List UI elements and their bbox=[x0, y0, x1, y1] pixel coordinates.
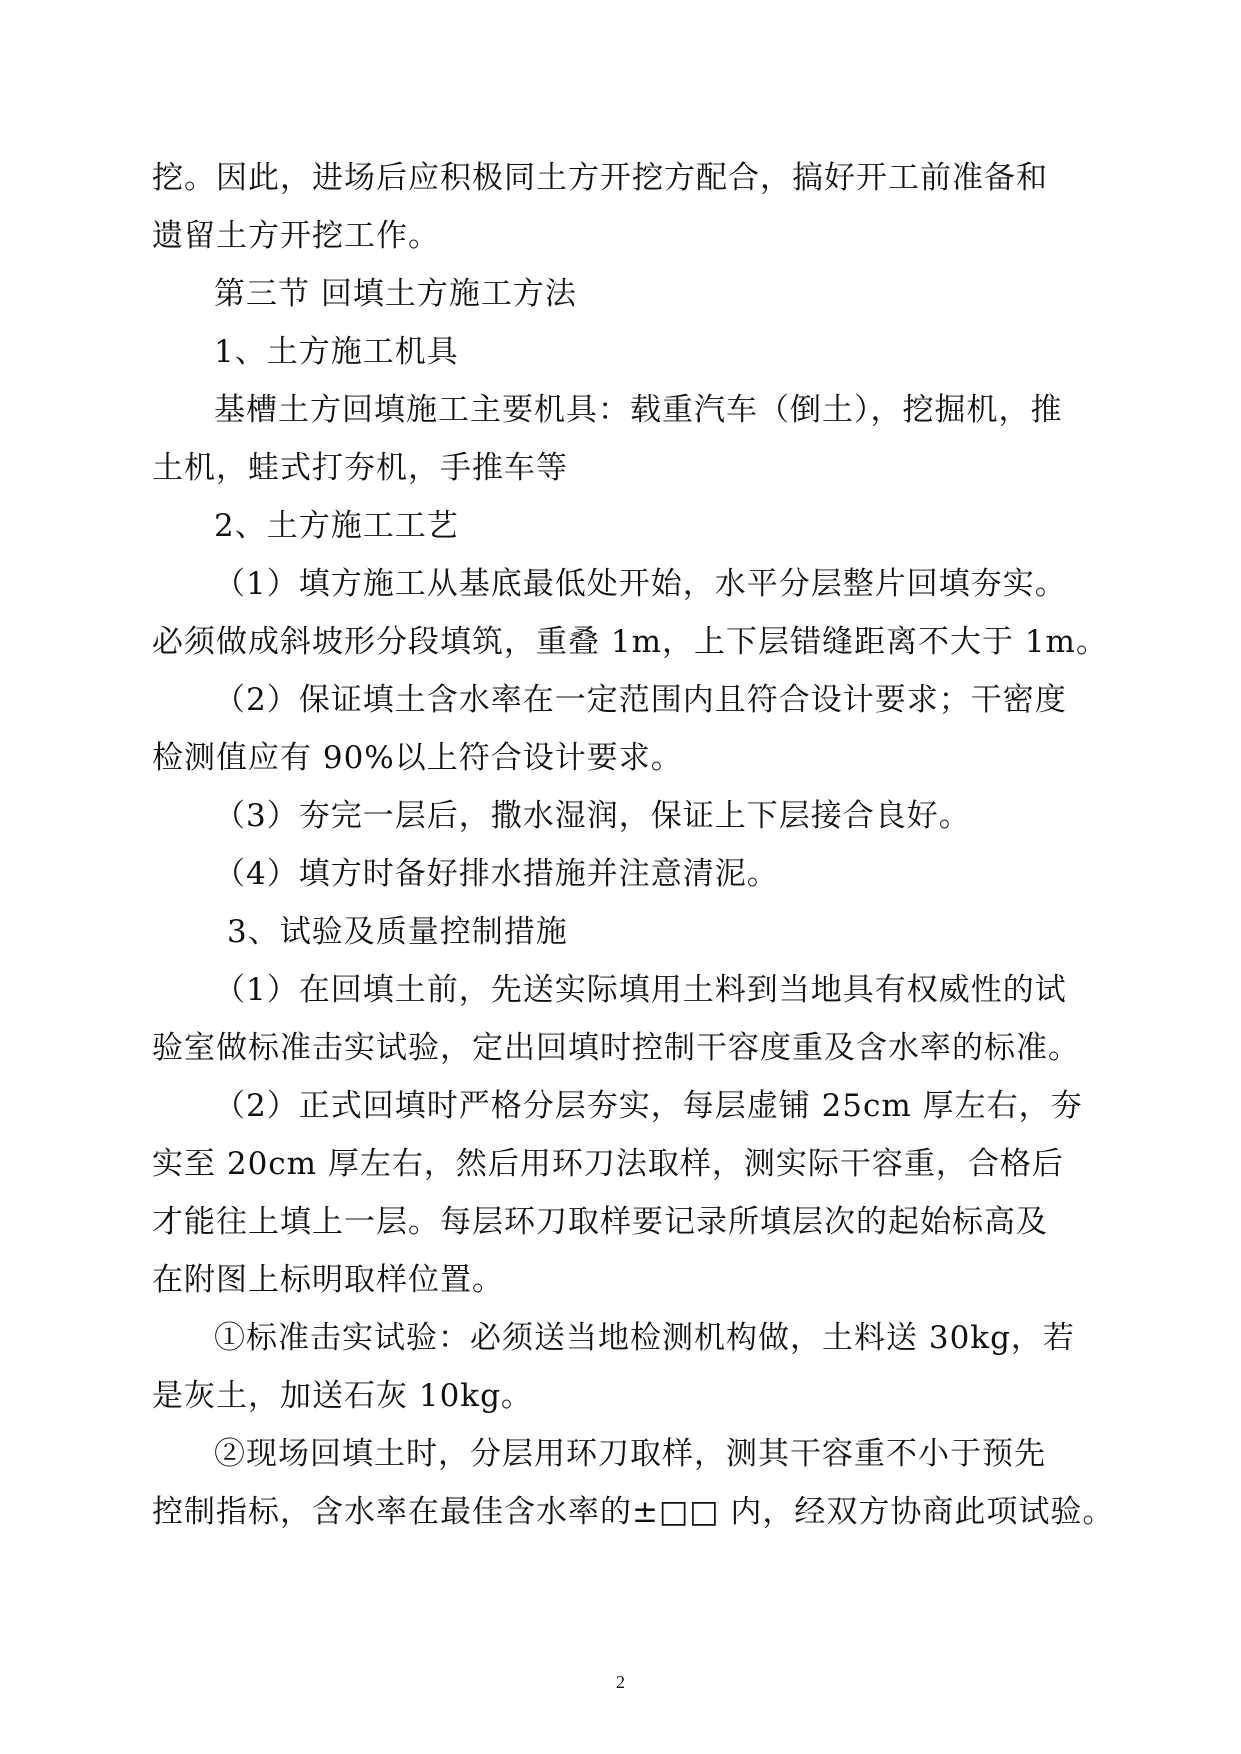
text-line: 才能往上填上一层。每层环刀取样要记录所填层次的起始标高及 bbox=[152, 1204, 1048, 1240]
text-line: 必须做成斜坡形分段填筑，重叠 1m，上下层错缝距离不大于 1m。 bbox=[152, 624, 1108, 660]
text-line: （2）正式回填时严格分层夯实，每层虚铺 25cm 厚左右，夯 bbox=[214, 1088, 1083, 1124]
text-line: 是灰土，加送石灰 10kg。 bbox=[152, 1378, 533, 1414]
text-line: 基槽土方回填施工主要机具：载重汽车（倒土），挖掘机，推 bbox=[214, 392, 1063, 428]
text-line: （1）在回填土前，先送实际填用土料到当地具有权威性的试 bbox=[214, 972, 1067, 1008]
text-line: 在附图上标明取样位置。 bbox=[152, 1262, 504, 1298]
text-line: （1）填方施工从基底最低处开始，水平分层整片回填夯实。 bbox=[214, 566, 1067, 602]
section-heading: 第三节 回填土方施工方法 bbox=[214, 276, 577, 312]
subsection-heading: 3、试验及质量控制措施 bbox=[227, 914, 568, 950]
text-line: 实至 20cm 厚左右，然后用环刀法取样，测实际干容重，合格后 bbox=[152, 1146, 1064, 1182]
text-line: 验室做标准击实试验，定出回填时控制干容度重及含水率的标准。 bbox=[152, 1030, 1080, 1066]
text-line: ②现场回填土时，分层用环刀取样，测其干容重不小于预先 bbox=[214, 1436, 1046, 1472]
page-number: 2 bbox=[616, 1672, 625, 1692]
text-line: ①标准击实试验：必须送当地检测机构做，土料送 30kg，若 bbox=[214, 1320, 1075, 1356]
subsection-heading: 2、土方施工工艺 bbox=[214, 508, 459, 544]
text-line: 控制指标，含水率在最佳含水率的±□□ 内，经双方协商此项试验。 bbox=[152, 1494, 1115, 1530]
subsection-heading: 1、土方施工机具 bbox=[214, 334, 459, 370]
text-line: 挖。因此，进场后应积极同土方开挖方配合，搞好开工前准备和 bbox=[152, 160, 1048, 196]
text-line: （4）填方时备好排水措施并注意清泥。 bbox=[214, 856, 779, 892]
text-line: 土机，蛙式打夯机，手推车等 bbox=[152, 450, 568, 486]
text-line: 检测值应有 90%以上符合设计要求。 bbox=[152, 740, 683, 776]
text-line: （2）保证填土含水率在一定范围内且符合设计要求；干密度 bbox=[214, 682, 1067, 718]
text-line: 遗留土方开挖工作。 bbox=[152, 218, 440, 254]
text-line: （3）夯完一层后，撒水湿润，保证上下层接合良好。 bbox=[214, 798, 971, 834]
